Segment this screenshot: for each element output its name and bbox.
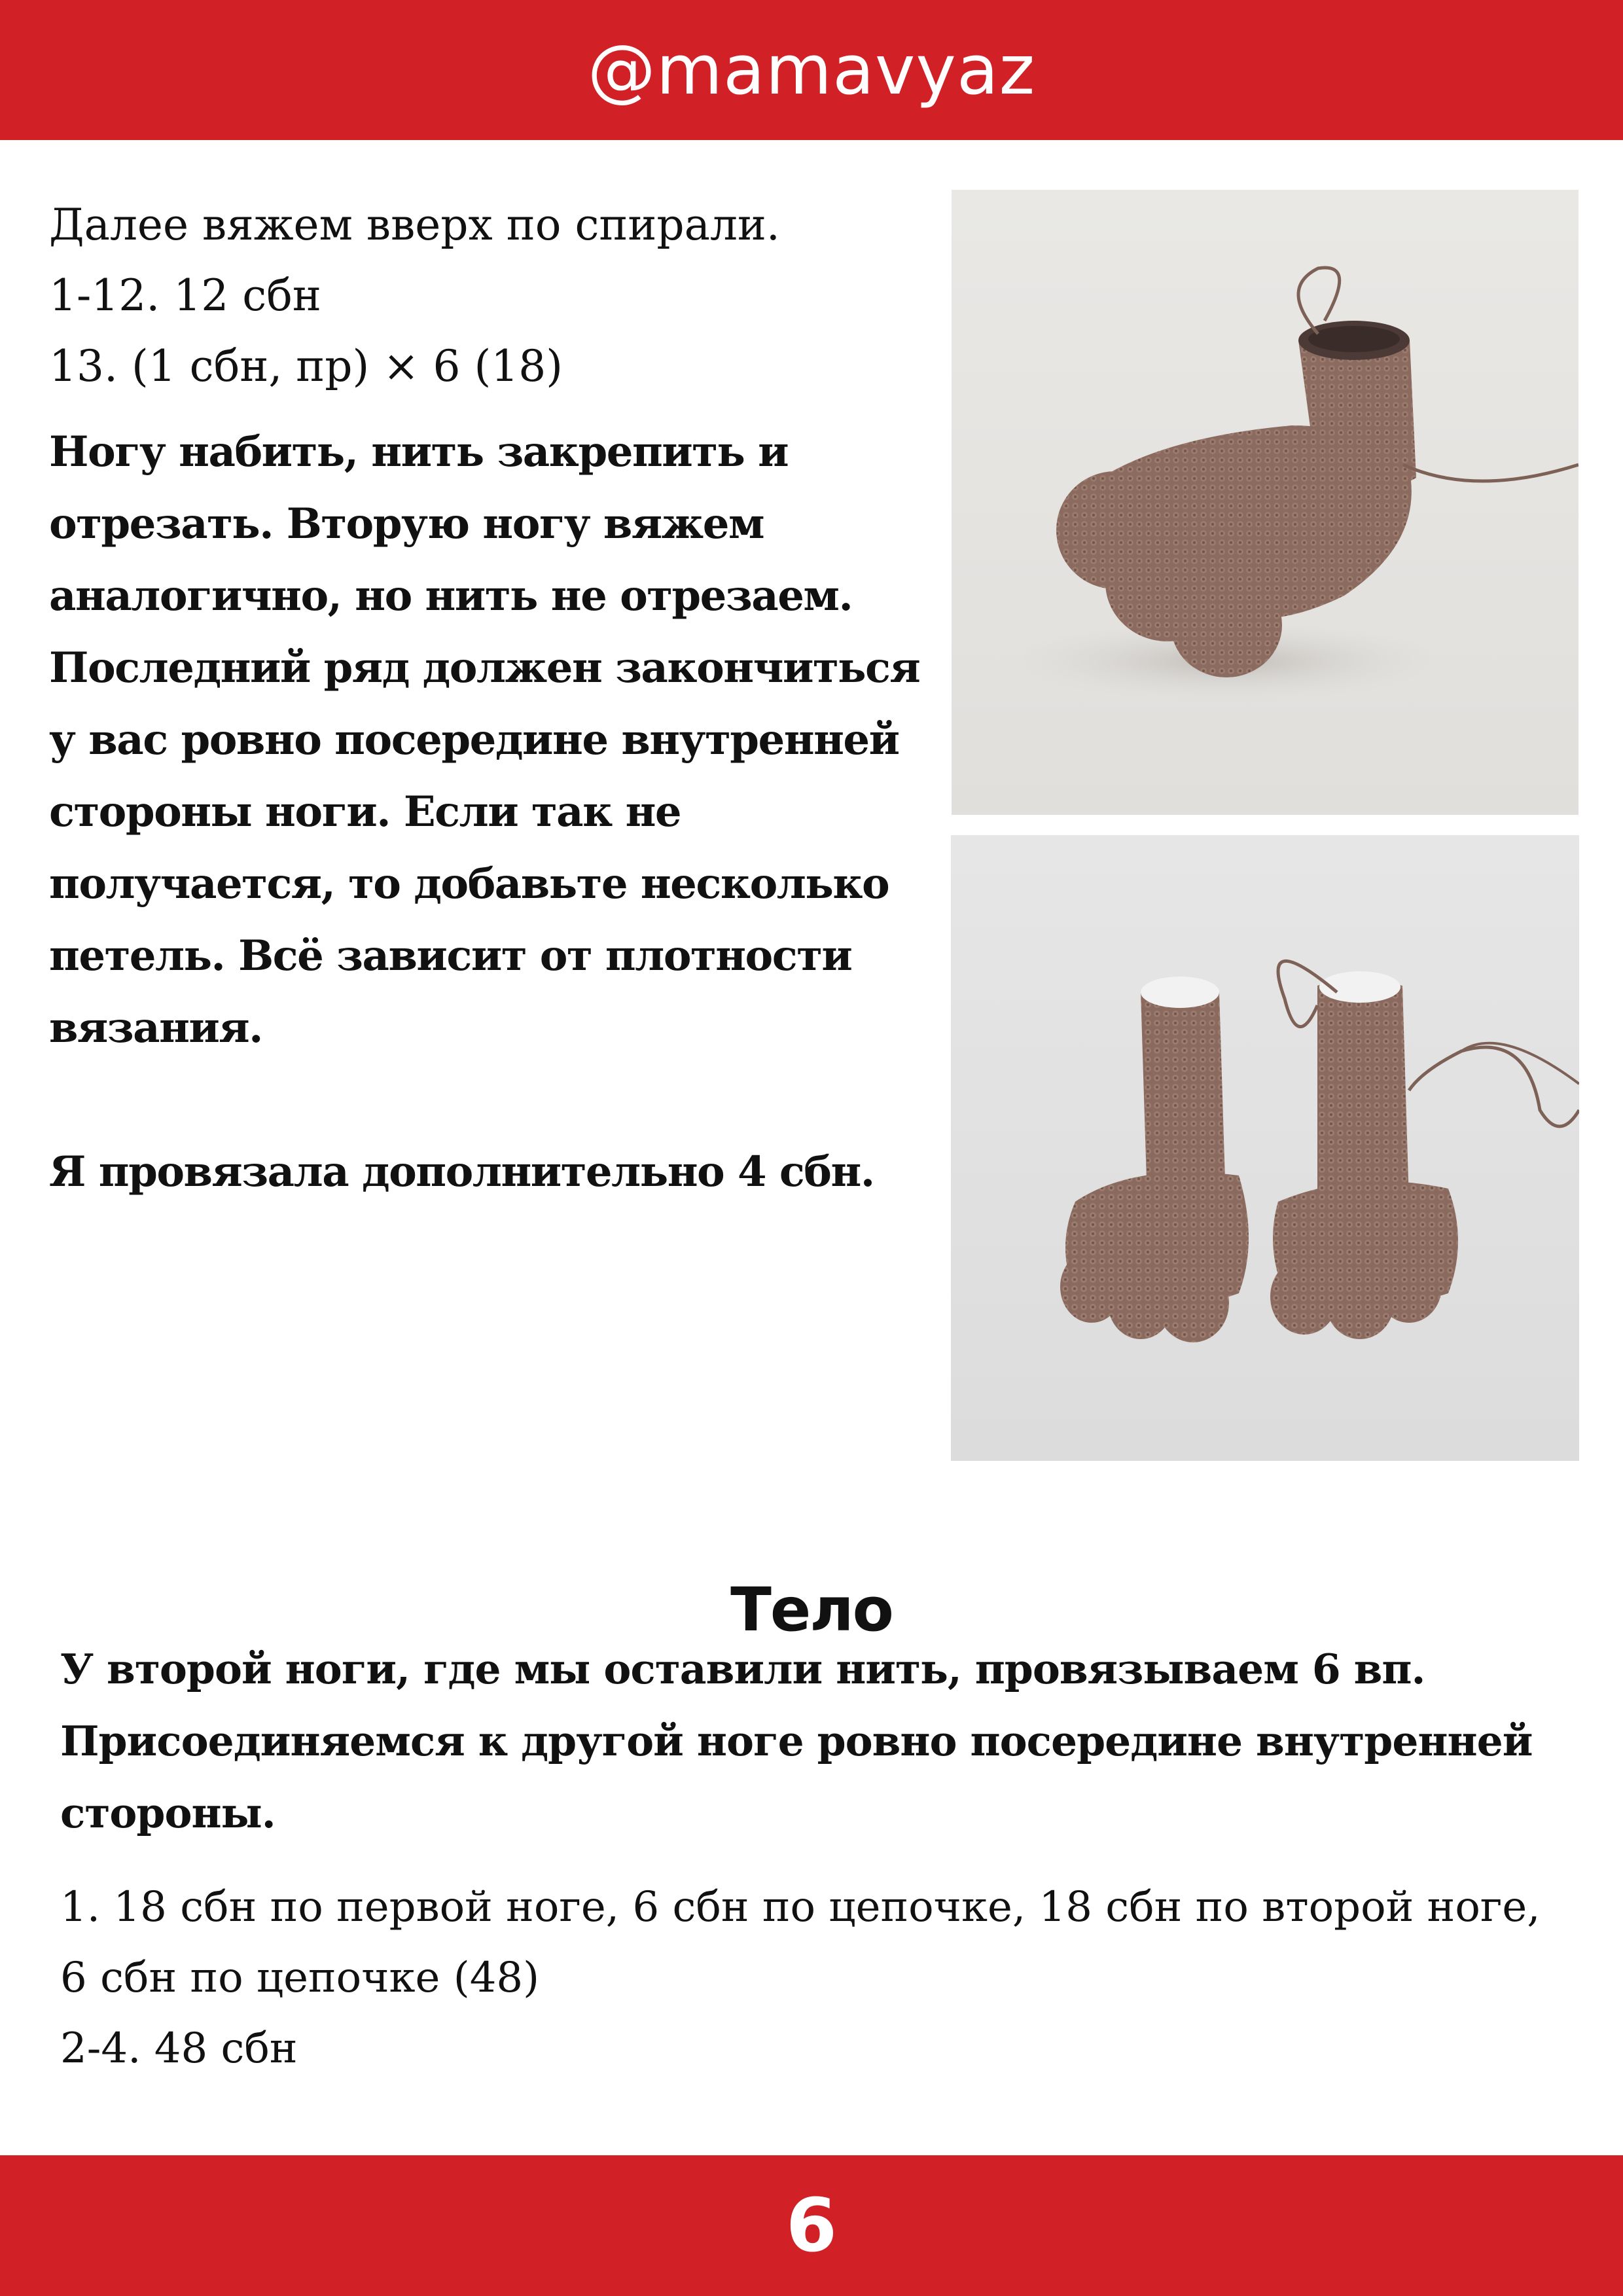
feet-pair-illustration (951, 835, 1579, 1461)
body-line: стороны. (60, 1789, 276, 1837)
intro-text (49, 190, 913, 402)
instruction-line: отрезать. Вторую ногу вяжем (49, 499, 764, 548)
header-bar (0, 0, 1623, 140)
feet-pair-photo (951, 835, 1579, 1461)
instruction-line: получается, то добавьте несколько (49, 859, 889, 908)
instruction-note: Я провязала дополнительно 4 сбн. (49, 1147, 874, 1196)
intro-line: 13. (1 сбн, пр) × 6 (18) (49, 341, 563, 391)
instruction-line: аналогично, но нить не отрезаем. (49, 571, 853, 620)
instruction-line: петель. Всё зависит от плотности (49, 931, 852, 980)
instruction-line: Ногу набить, нить закрепить и (49, 427, 789, 476)
footer-bar (0, 2155, 1623, 2296)
instruction-line: Последний ряд должен закончиться (49, 643, 920, 692)
row-line: 2-4. 48 сбн (60, 2024, 298, 2073)
row-line: 6 сбн по цепочке (48) (60, 1954, 540, 2002)
body-line: Присоединяемся к другой ноге ровно посередине внутренней (60, 1717, 1533, 1765)
instruction-line: стороны ноги. Если так не (49, 787, 681, 836)
header-title: @mamavyaz (587, 30, 1036, 110)
pattern-rows (60, 1872, 1585, 2084)
instruction-line: вязания. (49, 1003, 262, 1052)
section-title: Тело (730, 1575, 893, 1645)
row-line: 1. 18 сбн по первой ноге, 6 сбн по цепочке, 18 сбн по второй ноге, (60, 1883, 1541, 1931)
foot-side-illustration (952, 190, 1578, 815)
body-line: У второй ноги, где мы оставили нить, провязываем 6 вп. (60, 1645, 1425, 1693)
intro-line: 1-12. 12 сбн (49, 270, 321, 321)
body-instructions (60, 1633, 1578, 1849)
instruction-line: у вас ровно посередине внутренней (49, 715, 899, 764)
page-number: 6 (786, 2183, 837, 2269)
foot-side-photo (952, 190, 1578, 815)
instructions-text (49, 416, 926, 1208)
intro-line: Далее вяжем вверх по спирали. (49, 200, 780, 250)
